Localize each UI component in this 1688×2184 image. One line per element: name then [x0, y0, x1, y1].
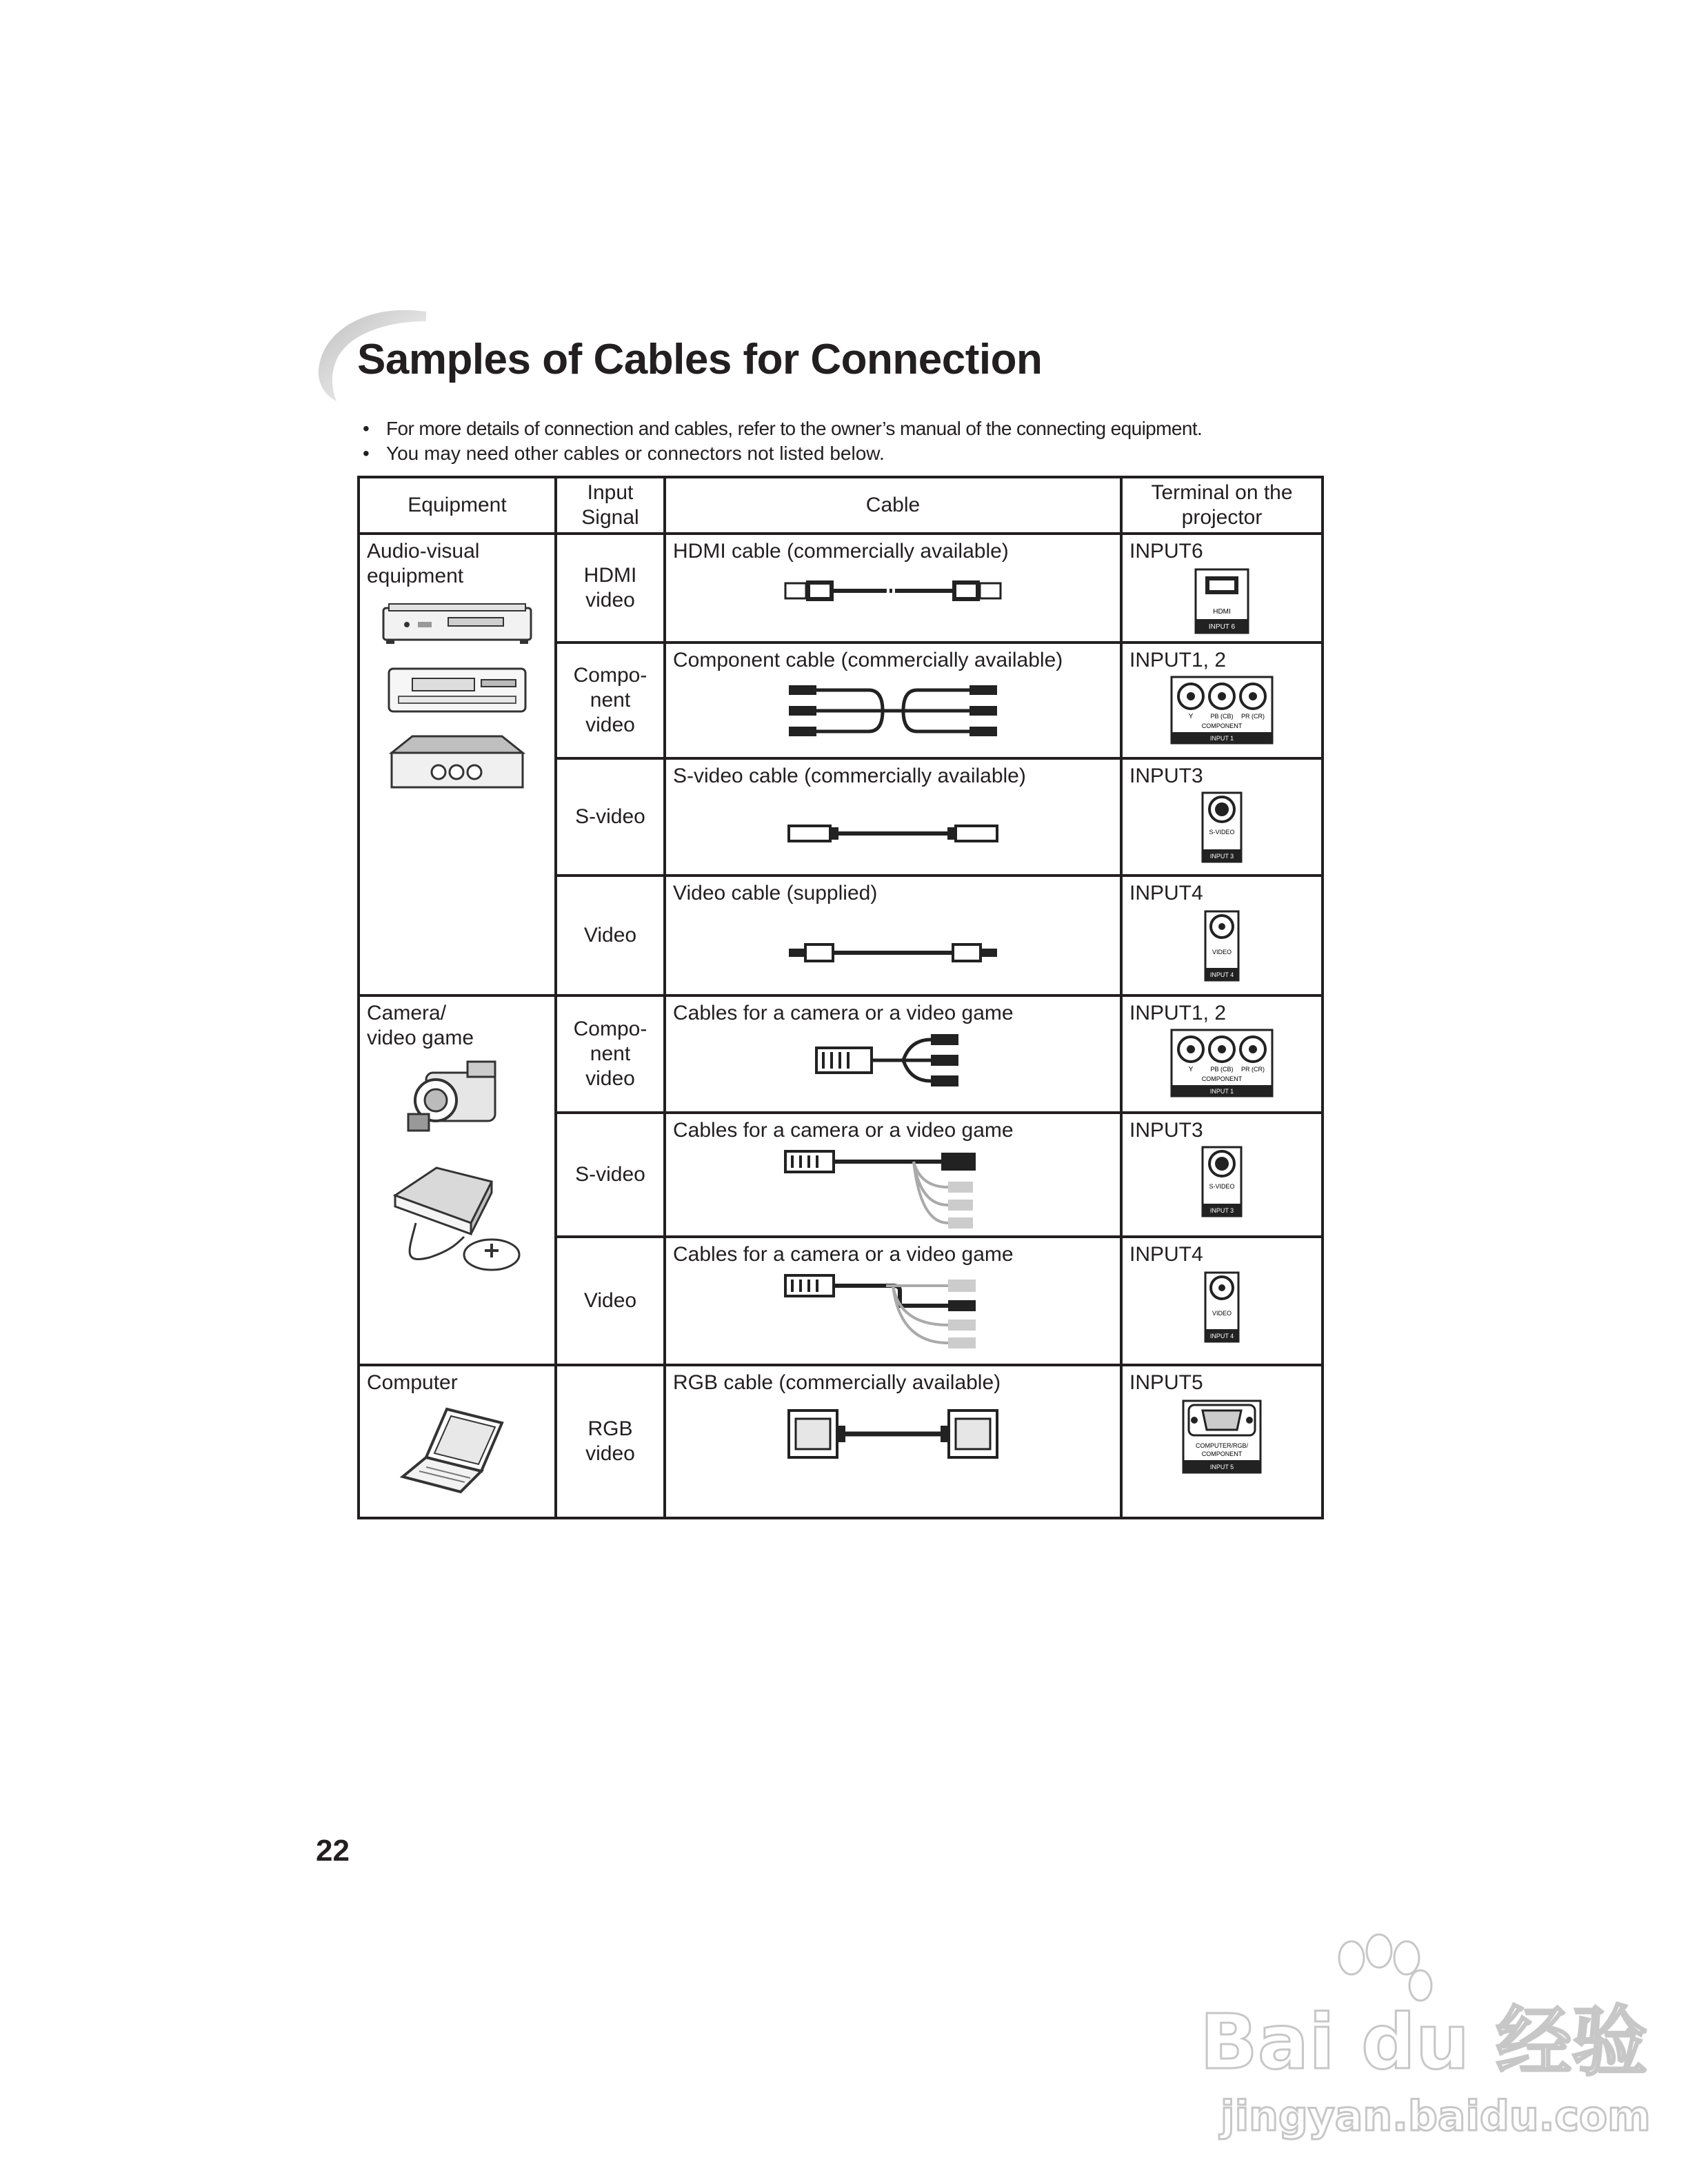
paw-icon [1339, 1934, 1431, 2001]
signal-cell: RGB video [556, 1365, 665, 1518]
cable-cell [665, 1237, 1121, 1365]
cable-cell [665, 643, 1121, 758]
table-row [359, 1365, 1323, 1518]
input1-tag: INPUT 1 [1209, 1088, 1234, 1095]
watermark-brand: Bai du 经验 [1200, 1998, 1648, 2086]
notes-list [359, 416, 1202, 466]
header-input-signal: Input Signal [556, 477, 665, 534]
cable-label: Cables for a camera or a video game [673, 1002, 1014, 1024]
terminal-label: INPUT4 [1129, 1243, 1203, 1266]
video-label: VIDEO [1212, 949, 1232, 956]
camera-svideo-cable-icon [783, 1146, 1003, 1235]
terminal-cell [1121, 1113, 1323, 1237]
rgb-port-text-2: COMPONENT [1201, 1450, 1243, 1457]
input3-tag: INPUT 3 [1209, 853, 1234, 860]
camera-component-cable-icon [814, 1031, 972, 1089]
cable-label: Cables for a camera or a video game [673, 1119, 1014, 1142]
hdmi-cable-icon [783, 574, 1003, 608]
table-header-row [359, 477, 1323, 534]
rgb-port-icon [1182, 1399, 1262, 1474]
cable-label: S-video cable (commercially available) [673, 765, 1026, 787]
signal-cell: S-video [556, 758, 665, 876]
signal-cell: Video [556, 876, 665, 995]
cable-cell [665, 1365, 1121, 1518]
signal-cell: HDMI video [556, 534, 665, 643]
terminal-cell [1121, 1365, 1323, 1518]
terminal-cell [1121, 643, 1323, 758]
equipment-cell-av [359, 534, 556, 995]
equipment-label: Audio-visual equipment [367, 540, 480, 587]
dvd-recorder-icon [379, 601, 535, 649]
input1-tag: INPUT 1 [1209, 735, 1234, 742]
cable-label: HDMI cable (commercially available) [673, 540, 1009, 563]
terminal-cell [1121, 876, 1323, 995]
signal-cell: Compo- nent video [556, 643, 665, 758]
component-cable-icon [786, 680, 1000, 742]
terminal-label: INPUT3 [1129, 1119, 1203, 1142]
terminal-cell [1121, 758, 1323, 876]
component-label: COMPONENT [1201, 1075, 1243, 1082]
note-item: • You may need other cables or connectors not listed below. [359, 441, 1202, 466]
signal-cell: Compo- nent video [556, 995, 665, 1113]
game-console-icon [385, 732, 530, 794]
terminal-cell [1121, 534, 1323, 643]
video-cable-icon [786, 939, 1000, 967]
terminal-label: INPUT4 [1129, 882, 1203, 904]
hdmi-port-icon [1194, 568, 1249, 634]
rgb-port-text-1: COMPUTER/RGB/ [1195, 1442, 1249, 1449]
signal-cell: S-video [556, 1113, 665, 1237]
terminal-label: INPUT1, 2 [1129, 1002, 1227, 1024]
page-number: 22 [316, 1834, 350, 1868]
equipment-cell-computer [359, 1365, 556, 1518]
pb-label: PB (CB) [1210, 713, 1234, 720]
terminal-label: INPUT1, 2 [1129, 649, 1227, 671]
hdmi-port-text: HDMI [1213, 608, 1231, 616]
cable-cell [665, 876, 1121, 995]
input4-tag: INPUT 4 [1209, 1333, 1234, 1339]
cable-label: Video cable (supplied) [673, 882, 878, 904]
baidu-watermark [1193, 1930, 1651, 2144]
svideo-label: S-VIDEO [1209, 829, 1235, 836]
cable-cell [665, 995, 1121, 1113]
cable-cell [665, 758, 1121, 876]
input5-tag: INPUT 5 [1209, 1464, 1234, 1470]
video-port-icon [1204, 1271, 1240, 1343]
input6-tag: INPUT 6 [1208, 623, 1236, 631]
table-row [359, 995, 1323, 1113]
pr-label: PR (CR) [1241, 713, 1265, 720]
svideo-label: S-VIDEO [1209, 1183, 1235, 1190]
rgb-cable-icon [786, 1406, 1000, 1462]
y-label: Y [1188, 1066, 1194, 1073]
cable-cell [665, 1113, 1121, 1237]
video-port-icon [1204, 910, 1240, 982]
note-item: • For more details of connection and cables, refer to the owner’s manual of the connecting equipment. [359, 416, 1202, 441]
header-terminal: Terminal on the projector [1121, 477, 1323, 534]
signal-cell: Video [556, 1237, 665, 1365]
terminal-cell [1121, 995, 1323, 1113]
pr-label: PR (CR) [1241, 1066, 1265, 1073]
table-row [359, 534, 1323, 643]
page-title: Samples of Cables for Connection [357, 336, 1043, 383]
video-game-console-icon [388, 1154, 526, 1278]
cable-label: Component cable (commercially available) [673, 649, 1063, 671]
svideo-port-icon [1201, 791, 1243, 863]
input3-tag: INPUT 3 [1209, 1207, 1234, 1214]
camera-video-cable-icon [783, 1270, 1003, 1359]
svideo-port-icon [1201, 1146, 1243, 1217]
cable-label: Cables for a camera or a video game [673, 1243, 1014, 1266]
equipment-cell-camera [359, 995, 556, 1365]
equipment-label: Computer [367, 1371, 458, 1394]
camcorder-icon [405, 1059, 509, 1142]
terminal-label: INPUT5 [1129, 1371, 1203, 1394]
header-cable: Cable [665, 477, 1121, 534]
component-port-icon [1170, 1029, 1274, 1098]
cable-label: RGB cable (commercially available) [673, 1371, 1001, 1394]
cable-cell [665, 534, 1121, 643]
header-equipment: Equipment [359, 477, 556, 534]
pb-label: PB (CB) [1210, 1066, 1234, 1073]
input4-tag: INPUT 4 [1209, 971, 1234, 978]
terminal-label: INPUT6 [1129, 540, 1203, 563]
component-port-icon [1170, 676, 1274, 745]
laptop-icon [399, 1402, 516, 1499]
component-label: COMPONENT [1201, 722, 1243, 729]
equipment-label: Camera/ video game [367, 1002, 474, 1049]
y-label: Y [1188, 713, 1194, 720]
svideo-cable-icon [786, 819, 1000, 847]
vcr-icon [385, 663, 530, 718]
cables-table [357, 476, 1324, 1519]
terminal-cell [1121, 1237, 1323, 1365]
video-label: VIDEO [1212, 1310, 1232, 1317]
watermark-url: jingyan.baidu.com [1220, 2092, 1651, 2141]
terminal-label: INPUT3 [1129, 765, 1203, 787]
